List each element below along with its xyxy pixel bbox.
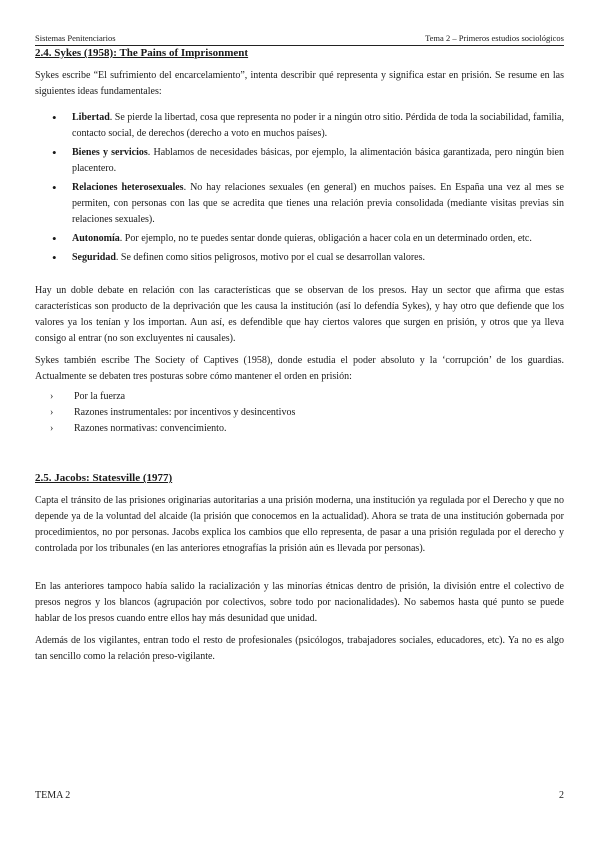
debate-paragraph: Hay un doble debate en relación con las características que se observan de los presos. Hay un sector que afirma que estas características son producto de la deprivación que les causa la institución (así lo defendía Sykes), y hay otro que defiende que los valores ya los tenían y los importan. Aun así, es defendible que hay ciertos valores que surgen en prisión, y otros que ya lleva consigo al entrar (no son excluyentes ni causales). bbox=[35, 285, 564, 344]
list-item: • Relaciones heterosexuales. No hay relaciones sexuales (en general) en muchos países. En España una vez al mes se permiten, con personas con las que se acredita que tienes una relación previa consolidada (mediante visitas previas sin relaciones sexuales). bbox=[58, 180, 564, 228]
page-header bbox=[35, 32, 564, 46]
society-of-captives-paragraph: Sykes también escribe The Society of Captives (1958), donde estudia el poder absoluto y la ‘corrupción’ de los guardias. Actualmente se debaten tres posturas sobre cómo mantener el orden en prisión: bbox=[35, 355, 564, 382]
footer-topic: TEMA 2 bbox=[35, 790, 71, 801]
header-topic: Tema 2 – Primeros estudios sociológicos bbox=[425, 33, 564, 43]
list-item: › Por la fuerza bbox=[50, 389, 550, 405]
page-number: 2 bbox=[559, 790, 564, 801]
sykes-intro-paragraph: Sykes escribe “El sufrimiento del encarcelamiento”, intenta describir qué representa y significa estar en prisión. Se resume en las siguientes ideas fundamentales: bbox=[35, 70, 564, 97]
pains-list bbox=[58, 110, 564, 269]
statesville-paragraph: Capta el tránsito de las prisiones originarias autoritarias a una prisión moderna, una institución ya regulada por el Derecho y que no depende ya de la voluntad del alcaide (la prisión que conocemos en la actualidad). Ahora se trata de una institución gobernada por procedimientos, no por personas. Jacobs explica los cambios que ello representa, de pasar a una prisión regulada por el derecho y controlada por los tribunales (en las anteriores etnografías la prisión aún es llevada por personas). bbox=[35, 495, 564, 554]
list-item: › Razones instrumentales: por incentivos y desincentivos bbox=[50, 405, 550, 421]
section-heading-sykes: 2.4. Sykes (1958): The Pains of Imprisonment bbox=[35, 47, 249, 59]
header-course: Sistemas Penitenciarios bbox=[35, 33, 116, 43]
list-item: • Libertad. Se pierde la libertad, cosa que representa no poder ir a ningún otro sitio. Pérdida de toda la sociabilidad, familia, contacto social, de derechos (derecho a voto en muchos países). bbox=[58, 110, 564, 142]
professionals-paragraph: Además de los vigilantes, entran todo el resto de profesionales (psicólogos, trabajadores sociales, educadores, etc). Ya no es algo tan sencillo como la relación preso-vigilante. bbox=[35, 635, 564, 662]
order-postures-list bbox=[50, 389, 550, 437]
list-item: • Seguridad. Se definen como sitios peligrosos, motivo por el cual se desarrollan valores. bbox=[58, 250, 564, 266]
list-item: › Razones normativas: convencimiento. bbox=[50, 421, 550, 437]
list-item: • Bienes y servicios. Hablamos de necesidades básicas, por ejemplo, la alimentación básica garantizada, pero ningún bien placentero. bbox=[58, 145, 564, 177]
section-heading-jacobs: 2.5. Jacobs: Statesville (1977) bbox=[35, 472, 173, 484]
list-item: • Autonomía. Por ejemplo, no te puedes sentar donde quieras, obligación a hacer cola en un determinado orden, etc. bbox=[58, 231, 564, 247]
racialization-paragraph: En las anteriores tampoco había salido la racialización y las minorías étnicas dentro de prisión, la división entre el colectivo de presos negros y los blancos (agrupación por colectivos, sobre todo por nacionalidades). No sabemos hasta qué punto se puede hablar de los presos cuando entre ellos hay más desunidad que unidad. bbox=[35, 581, 564, 624]
